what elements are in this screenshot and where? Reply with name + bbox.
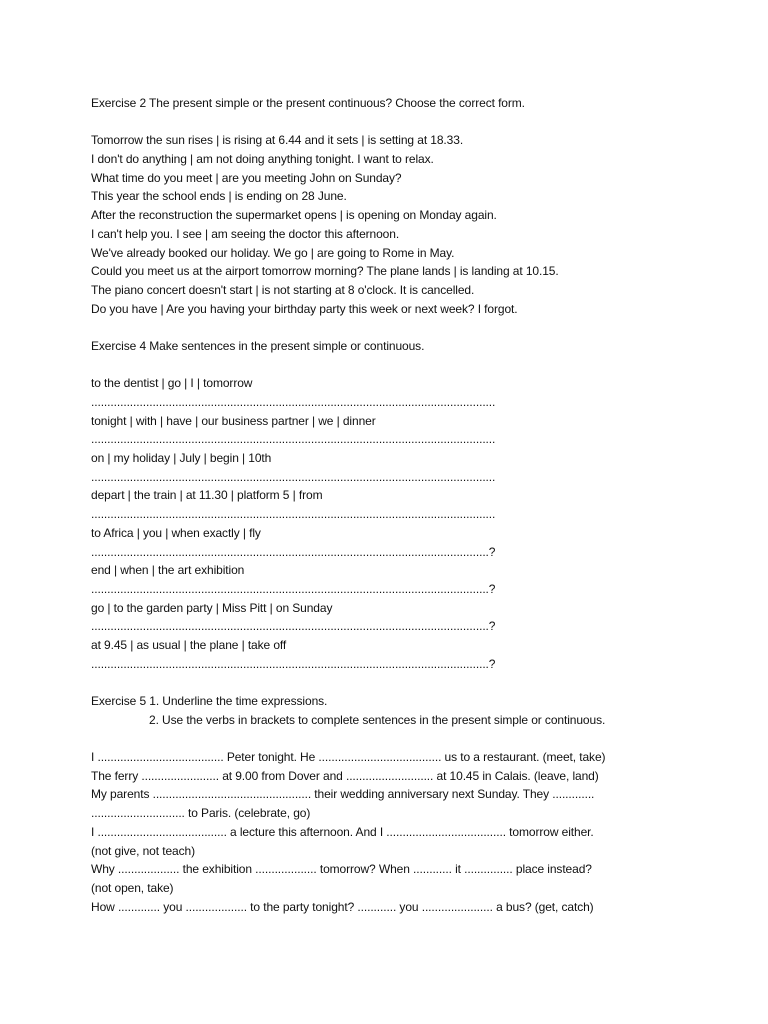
exercise-2-line: Could you meet us at the airport tomorrow morning? The plane lands | is landing at 10.15. (91, 264, 559, 279)
exercise-5-line: My parents ................................................. their wedding anniversary next Sunday. They ............. (91, 787, 595, 802)
exercise-4-prompt: depart | the train | at 11.30 | platform 5 | from (91, 488, 323, 503)
exercise-4-prompt: go | to the garden party | Miss Pitt | on Sunday (91, 600, 333, 615)
exercise-5-line: How ............. you ................... to the party tonight? ............ you ...................... a bus? (get, catch) (91, 899, 594, 914)
exercise-5-line: (not give, not teach) (91, 843, 195, 858)
spacer (91, 356, 768, 375)
exercise-2-line: We've already booked our holiday. We go | are going to Rome in May. (91, 245, 455, 260)
exercise-2 (91, 94, 768, 318)
exercise-5-line: I ....................................... Peter tonight. He ...................................... us to a restaurant. (meet, take) (91, 750, 606, 765)
exercise-5-line: Why ................... the exhibition ................... tomorrow? When ............ it ............... place instead? (91, 862, 592, 877)
exercise-4-prompt: on | my holiday | July | begin | 10th (91, 451, 272, 466)
exercise-5-line: ............................. to Paris. (celebrate, go) (91, 806, 311, 821)
exercise-4-prompt: end | when | the art exhibition (91, 563, 245, 578)
exercise-2-heading: Exercise 2 The present simple or the present continuous? Choose the correct form. (91, 96, 525, 110)
exercise-4-answer-line: ............................................................................................................................. (91, 469, 496, 484)
exercise-2-line: This year the school ends | is ending on 28 June. (91, 189, 347, 204)
exercise-2-line: What time do you meet | are you meeting John on Sunday? (91, 170, 402, 185)
exercise-2-line: I don't do anything | am not doing anything tonight. I want to relax. (91, 152, 434, 167)
spacer (91, 729, 768, 748)
exercise-5 (91, 692, 768, 916)
exercise-5-line: (not open, take) (91, 880, 174, 895)
exercise-5-line: The ferry ........................ at 9.00 from Dover and ........................... at 10.45 in Calais. (leave, land) (91, 768, 599, 783)
exercise-2-line: Do you have | Are you having your birthday party this week or next week? I forgot. (91, 301, 518, 316)
exercise-4-answer-line: ...........................................................................................................................? (91, 544, 496, 559)
exercise-2-line: I can't help you. I see | am seeing the doctor this afternoon. (91, 226, 400, 241)
exercise-2-line: Tomorrow the sun rises | is rising at 6.44 and it sets | is setting at 18.33. (91, 133, 464, 148)
exercise-4-prompt: tonight | with | have | our business partner | we | dinner (91, 413, 376, 428)
exercise-2-line: After the reconstruction the supermarket opens | is opening on Monday again. (91, 208, 497, 223)
exercise-2-line: The piano concert doesn't start | is not starting at 8 o'clock. It is cancelled. (91, 282, 475, 297)
exercise-4-answer-line: ...........................................................................................................................? (91, 581, 496, 596)
exercise-4-prompt: to Africa | you | when exactly | fly (91, 525, 261, 540)
exercise-4-answer-line: ...........................................................................................................................? (91, 619, 496, 634)
exercise-4-heading: Exercise 4 Make sentences in the present simple or continuous. (91, 338, 425, 353)
exercise-4-prompt: at 9.45 | as usual | the plane | take off (91, 637, 287, 652)
spacer (91, 673, 768, 692)
exercise-4-answer-line: ............................................................................................................................. (91, 507, 496, 522)
exercise-4-answer-line: ............................................................................................................................. (91, 432, 496, 447)
exercise-4-answer-line: ...........................................................................................................................? (91, 656, 496, 671)
exercise-5-heading: Exercise 5 1. Underline the time expressions. (91, 694, 328, 708)
exercise-5-subheading: 2. Use the verbs in brackets to complete sentences in the present simple or continuous. (149, 712, 606, 727)
spacer (91, 113, 768, 132)
exercise-4-answer-line: ............................................................................................................................. (91, 395, 496, 409)
spacer (91, 318, 768, 337)
exercise-4 (91, 337, 768, 673)
exercise-5-line: I ........................................ a lecture this afternoon. And I ..................................... tomorrow either. (91, 824, 594, 839)
exercise-4-prompt: to the dentist | go | I | tomorrow (91, 376, 253, 391)
